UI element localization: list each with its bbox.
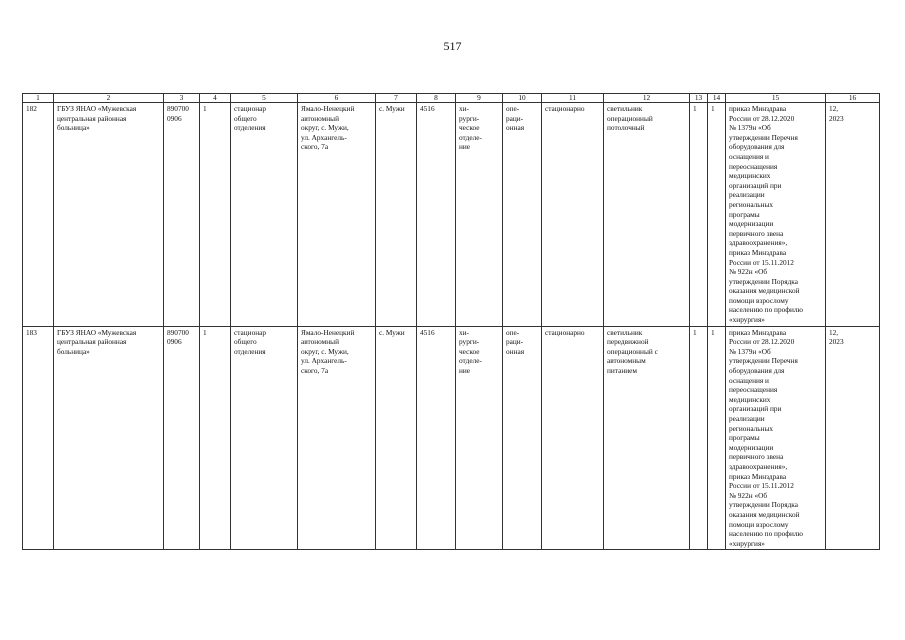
division: стационар общего отделения	[231, 326, 298, 550]
table-row	[23, 103, 880, 327]
row-number: 182	[23, 103, 54, 327]
quantity-a: 1	[690, 103, 708, 327]
department: хи- рурги- ческое отделе- ние	[456, 103, 503, 327]
header-cell: 12	[604, 94, 690, 103]
legal-basis: приказ Минздрава России от 28.12.2020 № 1379н «Об утверждении Перечня оборудования для оснащения и переоснащения медицинских организаций при реализации региональных програмы модернизации первичного звена здравоохранения», приказ Минздрава России от 15.11.2012 № 922н «Об утверждении Порядка оказания медицинской помощи взрослому населению по профилю «хирургия»	[726, 326, 826, 550]
header-cell: 1	[23, 94, 54, 103]
header-cell: 9	[456, 94, 503, 103]
inn-code: 890700 0906	[164, 103, 200, 327]
page-number: 517	[443, 39, 462, 53]
header-cell: 16	[826, 94, 880, 103]
column-8-value: 4516	[417, 103, 456, 327]
header-cell: 13	[690, 94, 708, 103]
header-cell: 5	[231, 94, 298, 103]
header-cell: 14	[708, 94, 726, 103]
room: опе- раци- онная	[503, 326, 542, 550]
column-4-value: 1	[200, 103, 231, 327]
header-cell: 4	[200, 94, 231, 103]
header-cell: 2	[54, 94, 164, 103]
period: 12, 2023	[826, 326, 880, 550]
quantity-b: 1	[708, 326, 726, 550]
department: хи- рурги- ческое отделе- ние	[456, 326, 503, 550]
table-row	[23, 326, 880, 550]
organization-name: ГБУЗ ЯНАО «Мужевская центральная районная больница»	[54, 326, 164, 550]
care-type: стационарно	[542, 103, 604, 327]
address: Ямало-Ненецкий автономный округ, с. Мужи, ул. Архангель- ского, 7а	[298, 326, 376, 550]
header-cell: 8	[417, 94, 456, 103]
column-4-value: 1	[200, 326, 231, 550]
column-8-value: 4516	[417, 326, 456, 550]
header-cell: 6	[298, 94, 376, 103]
header-cell: 10	[503, 94, 542, 103]
legal-basis: приказ Минздрава России от 28.12.2020 № 1379н «Об утверждении Перечня оборудования для оснащения и переоснащения медицинских организаций при реализации региональных програмы модернизации первичного звена здравоохранения», приказ Минздрава России от 15.11.2012 № 922н «Об утверждении Порядка оказания медицинской помощи взрослому населению по профилю «хирургия»	[726, 103, 826, 327]
header-cell: 11	[542, 94, 604, 103]
settlement: с. Мужи	[376, 103, 417, 327]
period: 12, 2023	[826, 103, 880, 327]
header-cell: 15	[726, 94, 826, 103]
organization-name: ГБУЗ ЯНАО «Мужевская центральная районная больница»	[54, 103, 164, 327]
header-cell: 7	[376, 94, 417, 103]
room: опе- раци- онная	[503, 103, 542, 327]
settlement: с. Мужи	[376, 326, 417, 550]
row-number: 183	[23, 326, 54, 550]
inn-code: 890700 0906	[164, 326, 200, 550]
address: Ямало-Ненецкий автономный округ, с. Мужи, ул. Архангель- ского, 7а	[298, 103, 376, 327]
care-type: стационарно	[542, 326, 604, 550]
equipment-name: светильник операционный потолочный	[604, 103, 690, 327]
header-cell: 3	[164, 94, 200, 103]
division: стационар общего отделения	[231, 103, 298, 327]
equipment-name: светильник передвижной операционный с автономным питанием	[604, 326, 690, 550]
data-table	[22, 93, 880, 550]
table-header-row	[23, 94, 880, 103]
quantity-a: 1	[690, 326, 708, 550]
quantity-b: 1	[708, 103, 726, 327]
